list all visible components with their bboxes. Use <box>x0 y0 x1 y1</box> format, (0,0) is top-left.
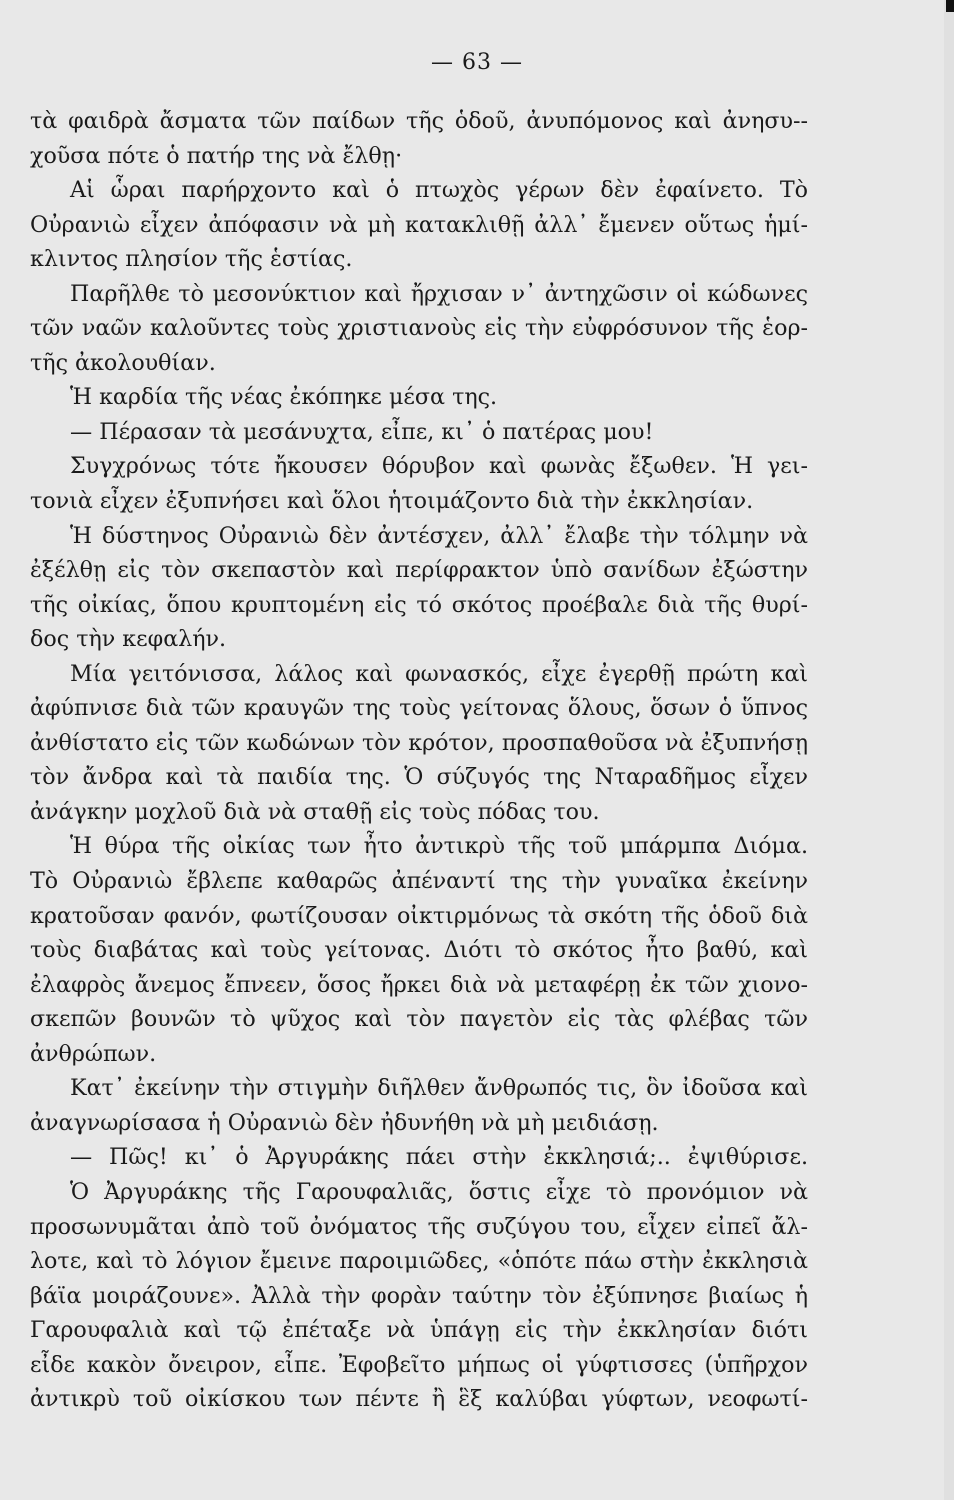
text-line: — Πέρασαν τὰ μεσάνυχτα, εἶπε, κι᾽ ὁ πατέρας μου! <box>70 418 654 445</box>
text-line: Ἡ θύρα τῆς οἰκίας των ἦτο ἀντικρὺ τῆς τοῦ μπάρμπα Διόμα. <box>70 833 808 860</box>
corner-mark <box>946 0 954 12</box>
text-line: Γαρουφαλιὰ καὶ τῷ ἐπέταξε νὰ ὑπάγῃ εἰς τὴν ἐκκλησίαν διότι <box>30 1317 808 1344</box>
text-line: τῶν ναῶν καλοῦντες τοὺς χριστιανοὺς εἰς τὴν εὐφρόσυνον τῆς ἑορ- <box>30 315 808 342</box>
text-line: Κατ᾽ ἐκείνην τὴν στιγμὴν διῆλθεν ἄνθρωπός τις, ὃν ἰδοῦσα καὶ <box>70 1075 808 1102</box>
text-line: προσωνυμᾶται ἀπὸ τοῦ ὀνόματος τῆς συζύγου του, εἶχεν εἰπεῖ ἄλ- <box>30 1213 808 1240</box>
text-line: ἀνθρώπων. <box>30 1040 157 1067</box>
text-line: Παρῆλθε τὸ μεσονύκτιον καὶ ἤρχισαν ν᾽ ἀντηχῶσιν οἱ κώδωνες <box>70 280 808 307</box>
text-line: — Πῶς! κι᾽ ὁ Ἀργυράκης πάει στὴν ἐκκλησιά;.. ἐψιθύρισε. <box>70 1144 808 1171</box>
text-line: τὸν ἄνδρα καὶ τὰ παιδία της. Ὁ σύζυγός της Νταραδῆμος εἶχεν <box>30 764 808 791</box>
text-line: τῆς οἰκίας, ὅπου κρυπτομένη εἰς τό σκότος προέβαλε διὰ τῆς θυρί- <box>30 591 808 618</box>
text-line: ἀντικρὺ τοῦ οἰκίσκου των πέντε ἢ ἓξ καλύβαι γύφτων, νεοφωτί- <box>30 1386 808 1413</box>
text-line: εἶδε κακὸν ὄνειρον, εἶπε. Ἐφοβεῖτο μήπως οἱ γύφτισσες (ὑπῆρχον <box>30 1351 808 1378</box>
text-line: ἀφύπνισε διὰ τῶν κραυγῶν της τοὺς γείτονας ὅλους, ὅσων ὁ ὕπνος <box>30 695 808 722</box>
text-line: Αἱ ὧραι παρήρχοντο καὶ ὁ πτωχὸς γέρων δὲν ἐφαίνετο. Τὸ <box>70 177 808 204</box>
body-text <box>30 104 808 1417</box>
text-line: ἀνάγκην μοχλοῦ διὰ νὰ σταθῇ εἰς τοὺς πόδας του. <box>30 798 600 825</box>
text-line: Συγχρόνως τότε ἤκουσεν θόρυβον καὶ φωνὰς ἔξωθεν. Ἡ γει- <box>70 453 808 480</box>
text-line: Μία γειτόνισσα, λάλος καὶ φωνασκός, εἶχε ἐγερθῇ πρώτη καὶ <box>70 660 808 687</box>
text-line: κλιντος πλησίον τῆς ἑστίας. <box>30 246 353 273</box>
text-line: λοτε, καὶ τὸ λόγιον ἔμεινε παροιμιῶδες, «ὁπότε πάω στὴν ἐκκλησιὰ <box>30 1248 808 1275</box>
text-line: Οὐρανιὼ εἶχεν ἀπόφασιν νὰ μὴ κατακλιθῇ ἀλλ᾽ ἔμενεν οὕτως ἡμί- <box>30 211 808 238</box>
text-line: τονιὰ εἶχεν ἐξυπνήσει καὶ ὅλοι ἡτοιμάζοντο διὰ τὴν ἐκκλησίαν. <box>30 488 754 515</box>
text-line: τῆς ἀκολουθίαν. <box>30 349 216 376</box>
page-edge <box>944 0 954 1500</box>
text-line: σκεπῶν βουνῶν τὸ ψῦχος καὶ τὸν παγετὸν εἰς τὰς φλέβας τῶν <box>30 1006 808 1033</box>
page-number: — 63 — <box>431 50 523 75</box>
text-line: Ἡ καρδία τῆς νέας ἐκόπηκε μέσα της. <box>70 384 498 411</box>
text-line: ἐλαφρὸς ἄνεμος ἔπνεεν, ὅσος ἤρκει διὰ νὰ μεταφέρῃ ἐκ τῶν χιονο- <box>30 971 808 998</box>
text-line: ἀνθίστατο εἰς τῶν κωδώνων τὸν κρότον, προσπαθοῦσα νὰ ἐξυπνήσῃ <box>30 729 808 756</box>
text-line: Ἡ δύστηνος Οὐρανιὼ δὲν ἀντέσχεν, ἀλλ᾽ ἔλαβε τὴν τόλμην νὰ <box>70 522 808 549</box>
text-line: βάϊα μοιράζουνε». Ἀλλὰ τὴν φορὰν ταύτην τὸν ἐξύπνησε βιαίως ἡ <box>30 1282 808 1309</box>
text-line: Τὸ Οὐρανιὼ ἔβλεπε καθαρῶς ἀπέναντί της τὴν γυναῖκα ἐκείνην <box>30 868 808 895</box>
text-line: τοὺς διαβάτας καὶ τοὺς γείτονας. Διότι τὸ σκότος ἦτο βαθύ, καὶ <box>30 937 808 964</box>
text-line: δος τὴν κεφαλήν. <box>30 626 227 653</box>
text-line: ἀναγνωρίσασα ἡ Οὐρανιὼ δὲν ἠδυνήθη νὰ μὴ μειδιάσῃ. <box>30 1109 659 1136</box>
text-line: τὰ φαιδρὰ ἄσματα τῶν παίδων τῆς ὁδοῦ, ἀνυπόμονος καὶ ἀνησυ-- <box>30 108 808 134</box>
text-line: Ὁ Ἀργυράκης τῆς Γαρουφαλιᾶς, ὅστις εἶχε τὸ προνόμιον νὰ <box>70 1178 808 1205</box>
text-line: κρατοῦσαν φανόν, φωτίζουσαν οἰκτιρμόνως τὰ σκότη τῆς ὁδοῦ διὰ <box>30 902 808 929</box>
text-line: ἐξέλθῃ εἰς τὸν σκεπαστὸν καὶ περίφρακτον ὑπὸ σανίδων ἐξώστην <box>30 557 808 584</box>
text-line: χοῦσα πότε ὁ πατήρ της νὰ ἔλθῃ· <box>30 142 403 169</box>
